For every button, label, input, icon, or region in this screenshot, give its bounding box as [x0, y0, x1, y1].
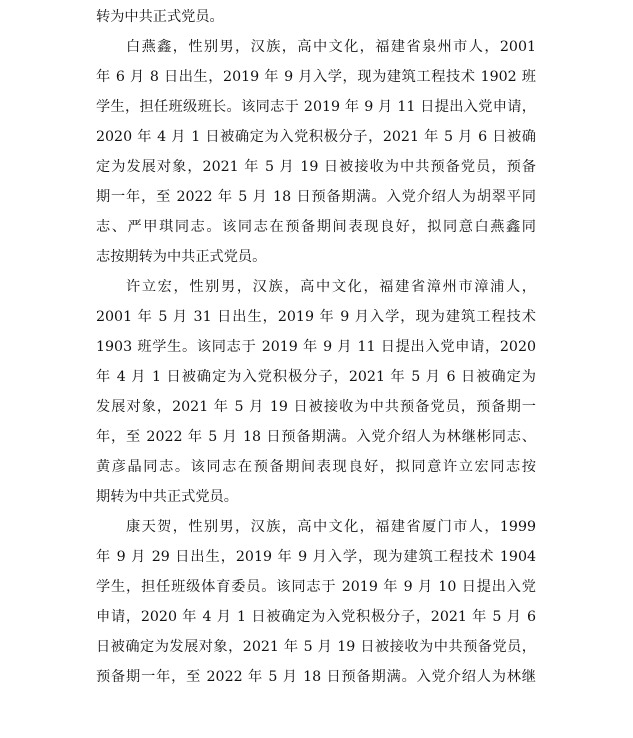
text-line-22: 日被确定为发展对象，2021 年 5 月 19 日被接收为中共预备党员， [96, 639, 536, 655]
text-line-16: 黄彦晶同志。该同志在预备期间表现良好，拟同意许立宏同志按 [96, 459, 536, 475]
text-line-11: 2001 年 5 月 31 日出生，2019 年 9 月入学，现为建筑工程技术 [96, 309, 536, 325]
text-line-7: 期一年，至 2022 年 5 月 18 日预备期满。入党介绍人为胡翠平同 [96, 189, 536, 205]
text-line-5: 2020 年 4 月 1 日被确定为入党积极分子，2021 年 5 月 6 日被确 [96, 129, 536, 145]
text-line-3: 年 6 月 8 日出生，2019 年 9 月入学，现为建筑工程技术 1902 班 [96, 69, 536, 85]
text-line-13: 年 4 月 1 日被确定为入党积极分子，2021 年 5 月 6 日被确定为 [96, 369, 536, 385]
text-line-2: 白燕鑫，性别男，汉族，高中文化，福建省泉州市人，2001 [126, 39, 536, 55]
text-line-8: 志、严甲琪同志。该同志在预备期间表现良好，拟同意白燕鑫同 [96, 219, 536, 235]
text-line-18: 康天贺，性别男，汉族，高中文化，福建省厦门市人，1999 [126, 519, 536, 535]
text-line-15: 年，至 2022 年 5 月 18 日预备期满。入党介绍人为林继彬同志、 [96, 429, 536, 445]
text-line-1: 转为中共正式党员。 [96, 9, 224, 25]
text-line-12: 1903 班学生。该同志于 2019 年 9 月 11 日提出入党申请，2020 [96, 339, 536, 355]
text-line-14: 发展对象，2021 年 5 月 19 日被接收为中共预备党员，预备期一 [96, 399, 536, 415]
text-line-23: 预备期一年，至 2022 年 5 月 18 日预备期满。入党介绍人为林继 [96, 669, 536, 685]
text-line-10: 许立宏，性别男，汉族，高中文化，福建省漳州市漳浦人， [126, 279, 536, 295]
text-line-20: 学生，担任班级体育委员。该同志于 2019 年 9 月 10 日提出入党 [96, 579, 536, 595]
text-line-4: 学生，担任班级班长。该同志于 2019 年 9 月 11 日提出入党申请， [96, 99, 536, 115]
text-line-6: 定为发展对象，2021 年 5 月 19 日被接收为中共预备党员，预备 [96, 159, 536, 175]
text-line-9: 志按期转为中共正式党员。 [96, 249, 267, 265]
text-line-17: 期转为中共正式党员。 [96, 489, 238, 505]
text-line-19: 年 9 月 29 日出生，2019 年 9 月入学，现为建筑工程技术 1904 [96, 549, 536, 565]
text-line-21: 申请，2020 年 4 月 1 日被确定为入党积极分子，2021 年 5 月 6 [96, 609, 536, 625]
